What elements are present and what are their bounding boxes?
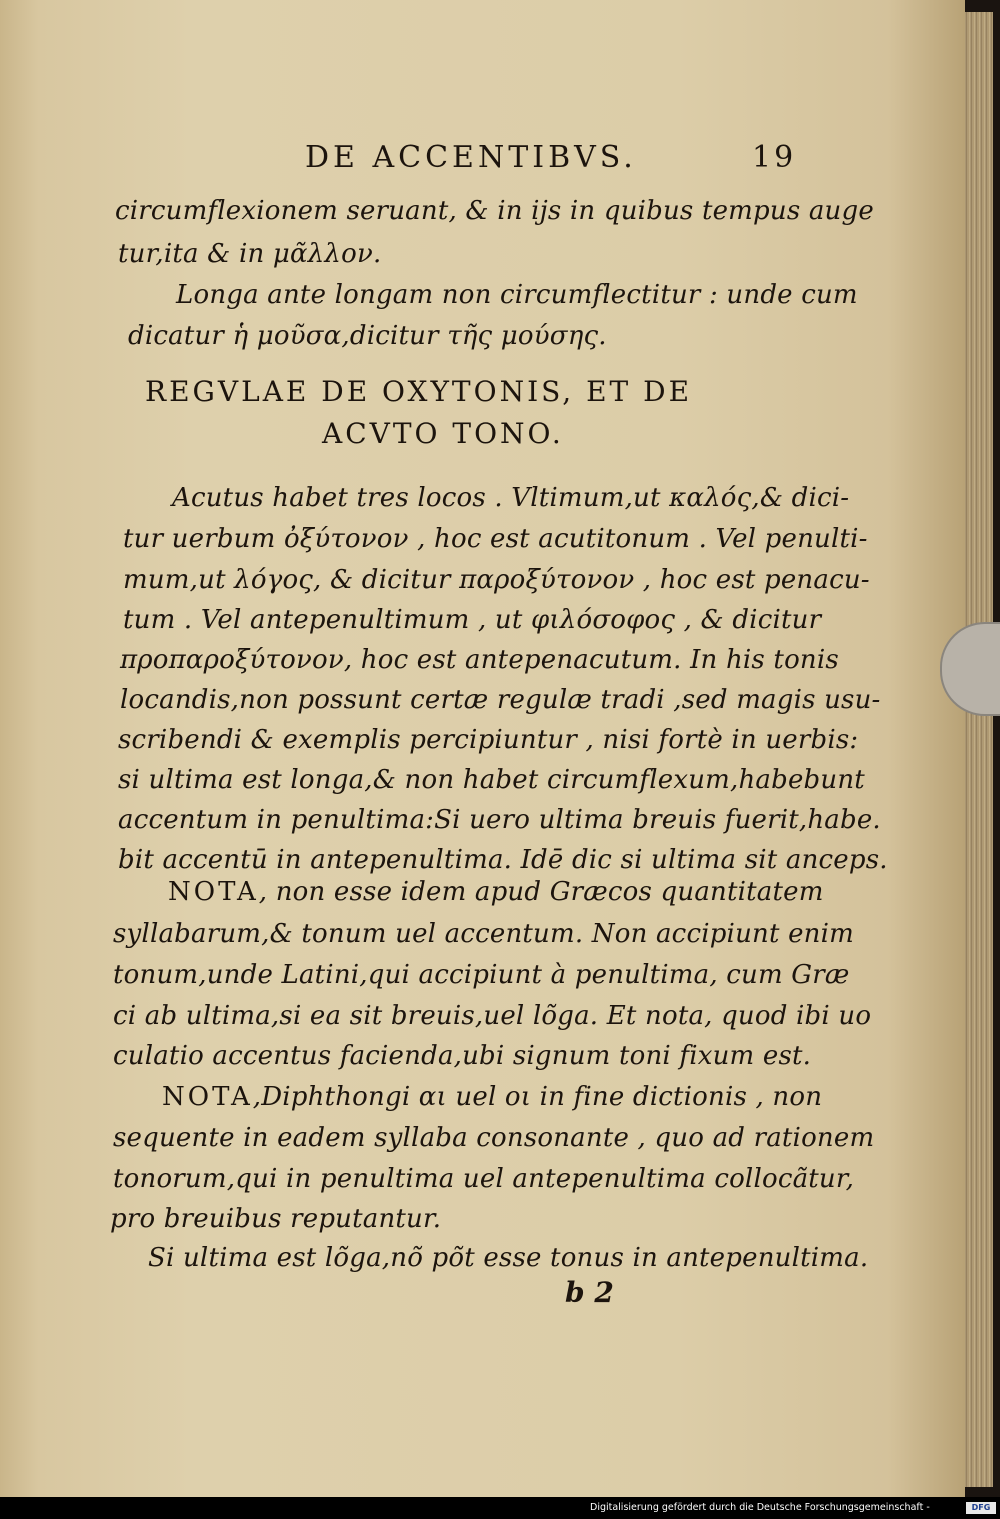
text-line: locandis,non possunt certæ regulæ tradi ,sed magis usu-: [120, 685, 881, 715]
text-line: culatio accentus facienda,ubi signum toni fixum est.: [113, 1041, 812, 1071]
page-number: 19: [752, 140, 797, 175]
dfg-logo: DFG: [966, 1502, 996, 1514]
text-line: Si ultima est lõga,nõ põt esse tonus in antepenultima.: [148, 1243, 869, 1273]
nota-first-line-text: ,Diphthongi αι uel οι in fine dictionis , non: [252, 1082, 823, 1112]
nota-first-line-text: , non esse idem apud Græcos quantitatem: [258, 877, 824, 907]
nota-lead: NOTA: [168, 877, 259, 907]
text-line: mum,ut λόγος, & dicitur παροξύτονον , hoc est penacu-: [123, 565, 870, 595]
text-line: si ultima est longa,& non habet circumflexum,habebunt: [118, 765, 865, 795]
text-line: tum . Vel antepenultimum , ut φιλόσοφος , & dicitur: [123, 605, 822, 635]
text-line: tonorum,qui in penultima uel antepenultima collocãtur,: [113, 1164, 855, 1194]
section-heading-line-2: ACVTO TONO.: [322, 417, 564, 450]
nota-paragraph-first-line: [168, 872, 824, 912]
section-heading-line-1: REGVLAE DE OXYTONIS, ET DE: [145, 375, 693, 408]
text-line: dicatur ἡ μοῦσα,dicitur τῆς μούσης.: [128, 321, 607, 351]
text-line: accentum in penultima:Si uero ultima breuis fuerit,habe.: [118, 805, 881, 835]
nota-lead: NOTA: [162, 1082, 253, 1112]
nota-paragraph-first-line: [162, 1077, 822, 1117]
page-edges: [962, 12, 993, 1487]
text-line: Acutus habet tres locos . Vltimum,ut καλός,& dici-: [172, 483, 850, 513]
text-line: circumflexionem seruant, & in ijs in quibus tempus auge: [115, 196, 874, 226]
text-line: scribendi & exemplis percipiuntur , nisi fortè in uerbis:: [118, 725, 859, 755]
text-line: Longa ante longam non circumflectitur : unde cum: [176, 280, 858, 310]
text-line: syllabarum,& tonum uel accentum. Non accipiunt enim: [113, 919, 854, 949]
text-line: pro breuibus reputantur.: [110, 1204, 442, 1234]
text-line: προπαροξύτονον, hoc est antepenacutum. In his tonis: [120, 645, 839, 675]
signature-mark: b 2: [565, 1276, 614, 1309]
text-line: tonum,unde Latini,qui accipiunt à penultima, cum Græ: [113, 960, 850, 990]
text-line: sequente in eadem syllaba consonante , quo ad rationem: [113, 1123, 875, 1153]
text-line: ci ab ultima,si ea sit breuis,uel lõga. Et nota, quod ibi uo: [113, 1001, 872, 1031]
text-line: tur uerbum ὀξύτονον , hoc est acutitonum . Vel penulti-: [123, 524, 868, 554]
footer-credit: Digitalisierung gefördert durch die Deutsche Forschungsgemeinschaft -: [590, 1502, 930, 1513]
text-line: tur,ita & in μᾶλλον.: [118, 239, 382, 269]
text-line: bit accentū in antepenultima. Idē dic si ultima sit anceps.: [118, 845, 888, 875]
running-title: DE ACCENTIBVS.: [305, 140, 637, 175]
